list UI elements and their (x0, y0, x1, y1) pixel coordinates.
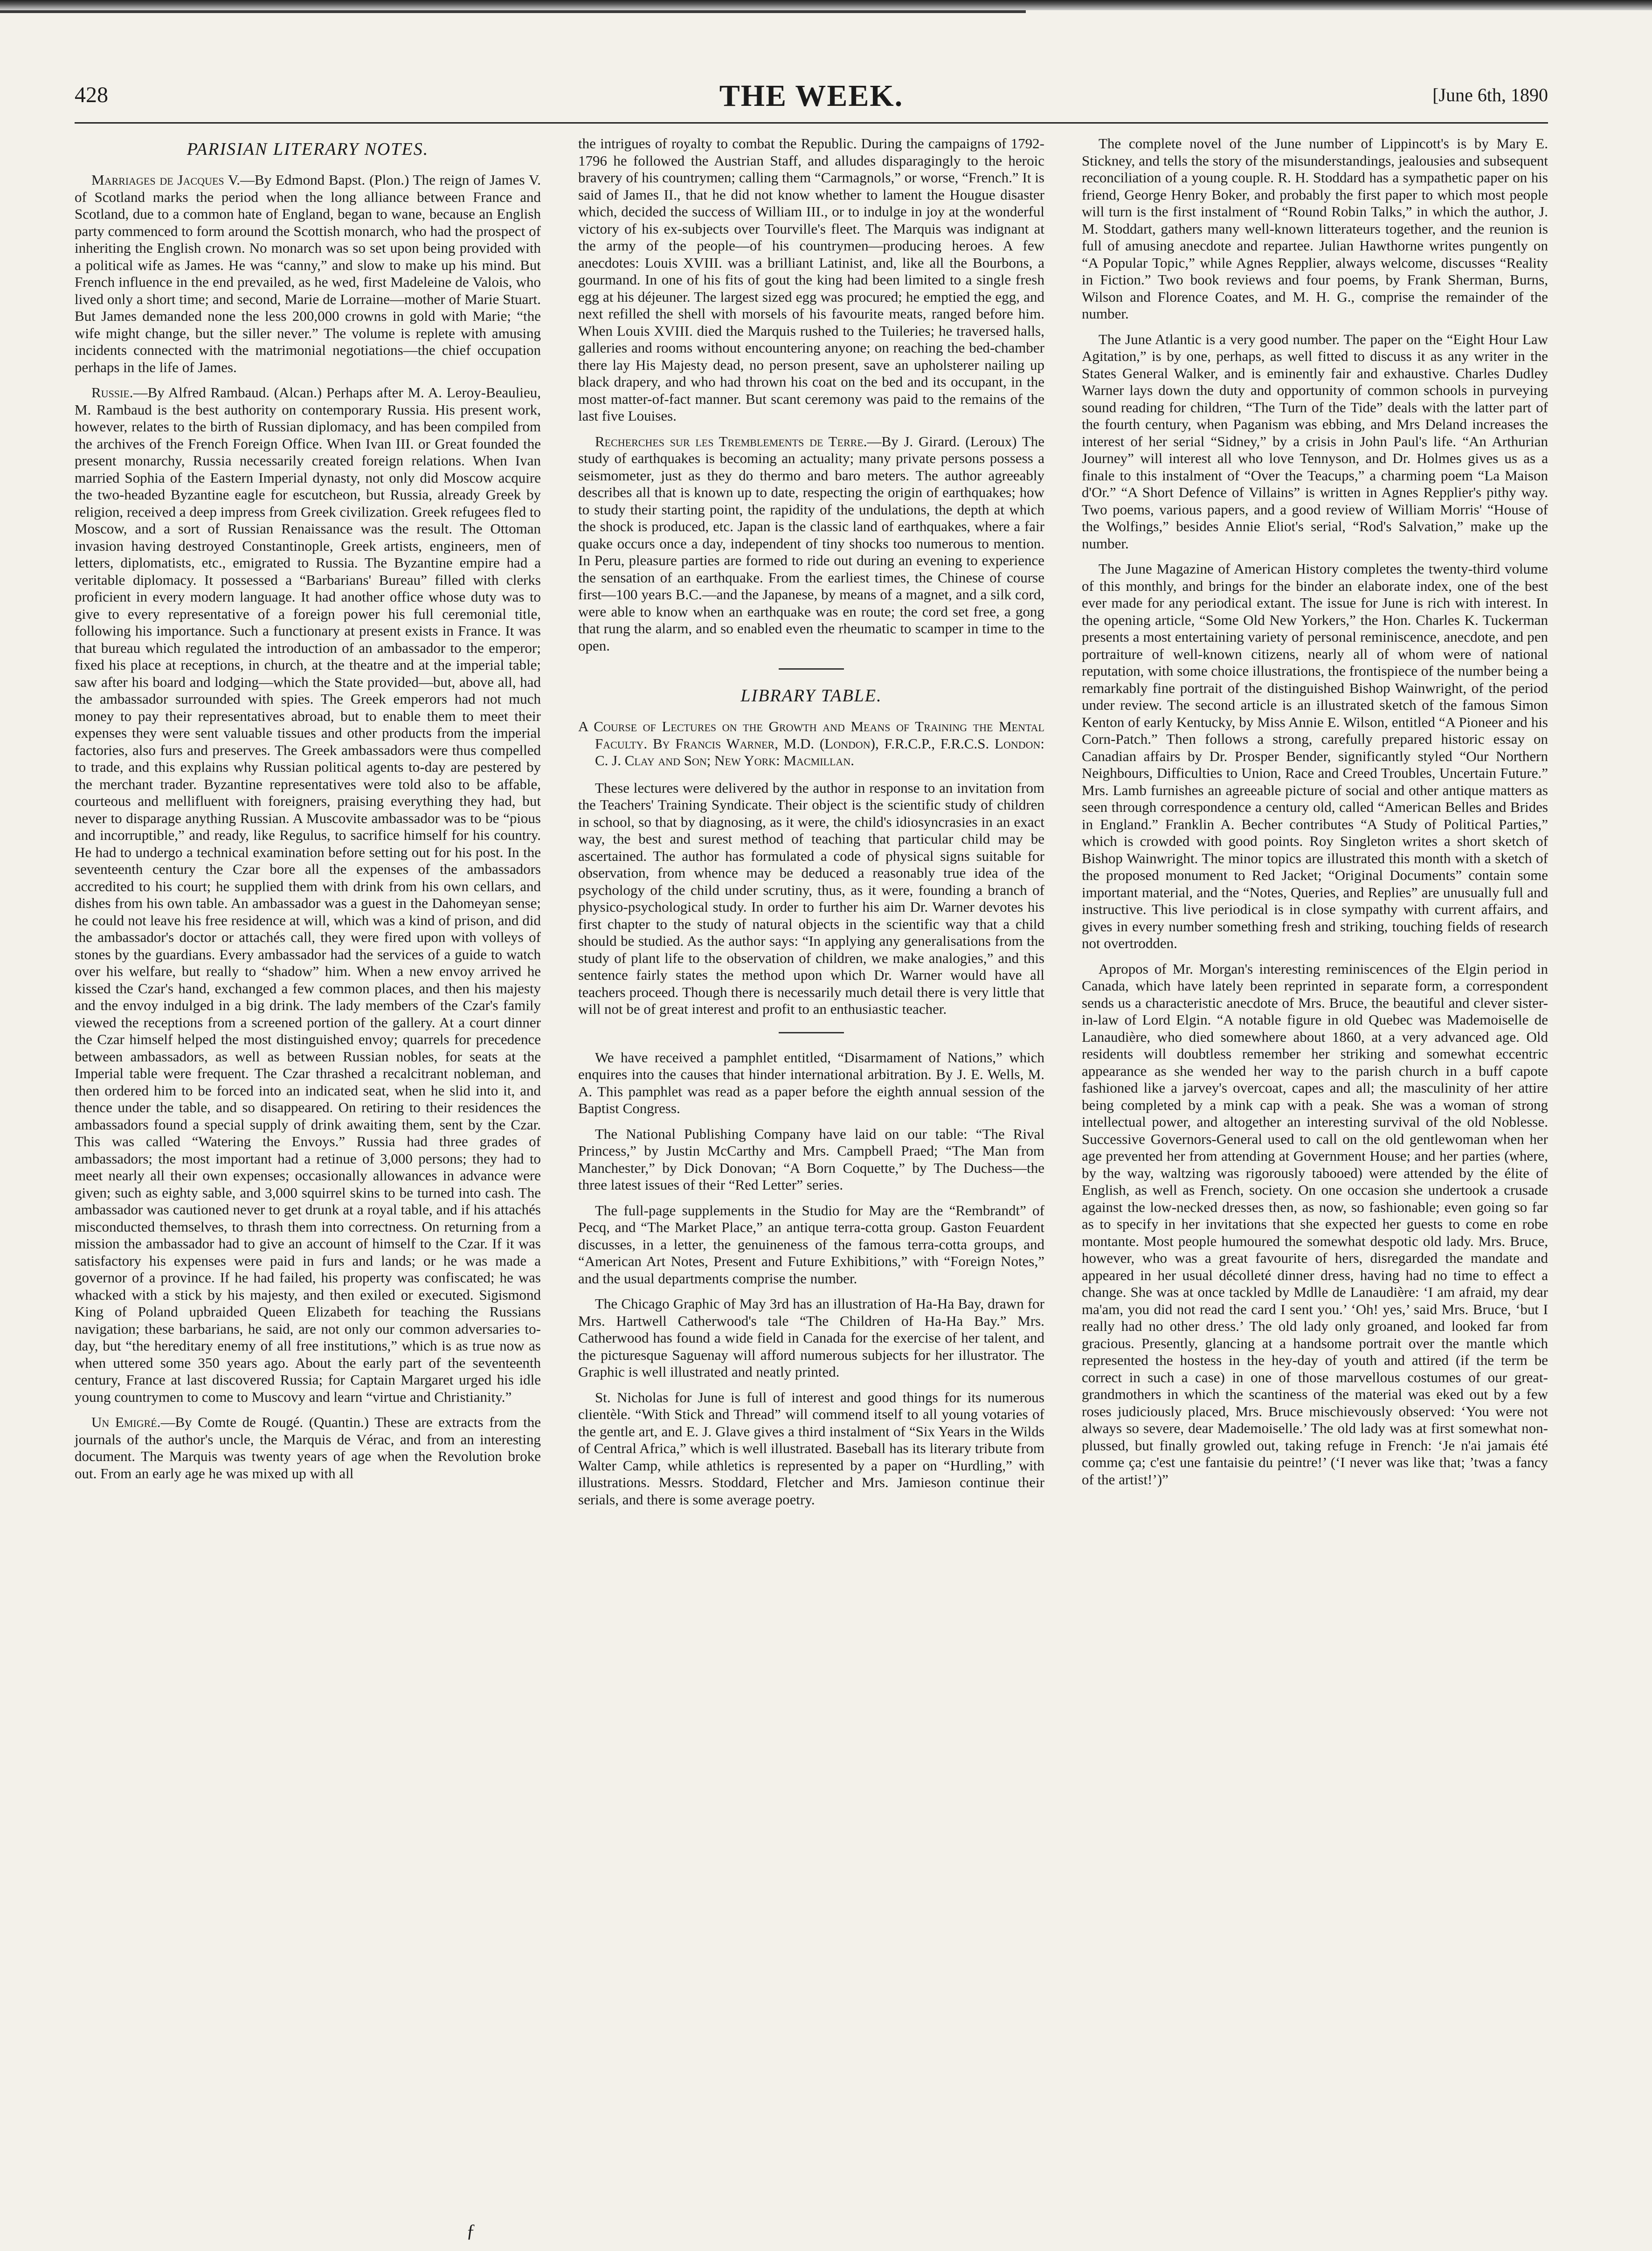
section-title-parisian: PARISIAN LITERARY NOTES. (187, 139, 429, 159)
article-head: Un Emigré. (91, 1414, 161, 1430)
note-apropos-morgan: Apropos of Mr. Morgan's interesting reminiscences of the Elgin period in Canada, which have lately been reprinted in separate form, a correspondent sends us a characteristic anecdote of Mrs. Bruce, the beautiful and clever sister-in-law of Lord Elgin. “A notable figure in old Quebec was Mademoiselle de Lanaudière, who died somewhere about 1860, at a very advanced age. Old residents will doubtless remember her striking and somewhat eccentric appearance as she wended her way to the parish church in a buff capote fashioned like a jarvey's overcoat, capes and all; the masculinity of her attire being completed by a mink cap with a peak. She was a woman of strong intellectual power, and altogether an interesting survival of the old Noblesse. Successive Governors-General used to call on the old gentlewoman when her age prevented her from attending at Government House; and her parties (where, by the way, waltzing was rigorously tabooed) were attended by the élite of English, as well as French, society. On one occasion she undertook a crusade against the low-necked dresses then, as now, so fashionable; even going so far as to specify in her invitations that she expected her guests to come en robe montante. Most people humoured the somewhat despotic old lady. Mrs. Bruce, however, who was a great favourite of hers, disregarded the mandate and appeared in her usual décolleté dinner dress, having had no time to effect a change. She was at once tackled by Mdlle de Lanaudière: ‘I am afraid, my dear ma'am, you did not read the card I sent you.’ ‘Oh! yes,’ said Mrs. Bruce, ‘but I really had no other dress.’ The old lady only groaned, and looked far from gracious. Presently, glancing at a handsome portrait over the mantle which represented the hostess in the hey-day of youth and attired (if the term be correct in such a case) in one of those marvellous costumes of our great-grandmothers in which the scantiness of the material was eked out by a few roses judiciously placed, Mrs. Bruce mischievously observed: ‘You were not always so severe, dear Mademoiselle.’ The old lady was at first somewhat non-plussed, but finally growled out, taking refuge in French: ‘Je n'ai jamais été comme ça; c'est une fantaisie du peintre!’ (‘I never was like that; ’twas a fancy of the artist!’)” (1082, 960, 1548, 1488)
article-recherches (578, 433, 1044, 655)
note-magazine-american-history: The June Magazine of American History completes the twenty-third volume of this monthly, and brings for the binder an elaborate index, one of the best ever made for any periodical extant. The issue for June is rich with interest. In the opening article, “Some Old New Yorkers,” the Hon. Charles K. Tuckerman presents a most entertaining variety of personal reminiscence, anecdote, and pen portraiture of well-known citizens, nearly all of whom were of national reputation, with some choice illustrations, the frontispiece of the number being a remarkably fine portrait of the distinguished Bishop Wainwright, of the period under review. The second article is an illustrated sketch of the famous Simon Kenton of early Kentucky, by Miss Annie E. Wilson, entitled “A Pioneer and his Corn-Patch.” Then follows a strong, carefully prepared historic essay on Canadian affairs by Dr. Prosper Bender, significantly styled “Our Northern Neighbours, Difficulties to Union, Race and Creed Troubles, Uncertain Future.” Mrs. Lamb furnishes an agreeable picture of social and other antique matters as seen through correspondence a century old, called “American Belles and Brides in England.” Franklin A. Becher contributes “A Study of Political Parties,” which is crowded with good points. Roy Singleton writes a short sketch of Bishop Wainwright. The minor topics are illustrated this month with a sketch of the proposed monument to Red Jacket; “Original Documents” contain some important material, and the “Notes, Queries, and Replies” are unusually full and instructive. This live periodical is in close sympathy with current affairs, and gives in every number something fresh and striking, touching fields of research not overtrodden. (1082, 561, 1548, 951)
page-number: 428 (75, 83, 108, 107)
note-lippincotts: The complete novel of the June number of Lippincott's is by Mary E. Stickney, and tells the story of the misunderstandings, jealousies and subsequent reconciliation of a young couple. R. H. Stoddard has a sympathetic paper on his friend, George Henry Boker, and probably the first paper to which most people will turn is the first instalment of “Round Robin Talks,” in which the author, J. M. Stoddart, gathers many well-known litterateurs together, and the reunion is full of amusing anecdote and repartee. Julian Hawthorne writes pungently on “A Popular Topic,” while Agnes Repplier, always welcome, discusses “Reality in Fiction.” Two book reviews and four poems, by Frank Sherman, Burns, Wilson and Florence Coates, and M. H. G., comprise the remainder of the number. (1082, 135, 1548, 322)
article-marriages (75, 172, 541, 376)
section-divider (779, 668, 844, 670)
note-st-nicholas: St. Nicholas for June is full of interest and good things for its numerous clientèle. “With Stick and Thread” will commend itself to all young votaries of the gentle art, and E. J. Glave gives a third instalment of “Six Years in the Wilds of Central Africa,” which is well illustrated. Baseball has its literary tribute from Walter Camp, while athletics is represented by a paper on “Hurdling,” with illustrations. Messrs. Stoddard, Fletcher and Mrs. Jamieson continue their serials, and there is some average poetry. (578, 1389, 1044, 1508)
article-head: Russie. (91, 384, 133, 401)
note-national-publishing: The National Publishing Company have laid on our table: “The Rival Princess,” by Justin McCarthy and Mrs. Campbell Praed; “The Man from Manchester,” by Dick Donovan; “A Born Coquette,” by The Duchess—the three latest issues of their “Red Letter” series. (578, 1125, 1044, 1193)
newspaper-page (75, 65, 1548, 2229)
article-body: —By J. Girard. (Leroux) The study of earthquakes is becoming an actuality; many private persons possess a seismometer, just as they do thermo and baro meters. The author agreeably describes all that is known up to date, respecting the origin of earthquakes; how to study their starting point, the rapidity of the undulations, the depth at which the shock is produced, etc. Japan is the classic land of earthquakes, where a fair quake occurs once a day, independent of tiny shocks too numerous to mention. In Peru, pleasure parties are formed to ride out during an evening to experience the sensation of an earthquake. From the earliest times, the Chinese of course first—100 years B.C.—and the Japanese, by means of a magnet, and a silk cord, were able to know when an earthquake was en route; the cord set free, a gong that rung the alarm, and so enabled even the rheumatic to scamper in time to the open. (578, 433, 1044, 654)
article-head: Recherches sur les Tremblements de Terre. (595, 433, 867, 450)
note-atlantic: The June Atlantic is a very good number. The paper on the “Eight Hour Law Agitation,” is by one, perhaps, as well fitted to discuss it as any writer in the States General Walker, and is eminently fair and exhaustive. Charles Dudley Warner lays down the duty and opportunity of common schools in purveying sound reading for children, “The Turn of the Tide” deals with the latter part of the fourth century, when Paganism was ebbing, and Mrs Deland increases the interest of her serial “Sidney,” by a crisis in John Paul's life. “An Arthurian Journey” will interest all who love Tennyson, and Dr. Holmes gives us as a finale to this instalment of “Over the Teacups,” a charming poem “La Maison d'Or.” “A Short Defence of Villains” is written in Agnes Repplier's pithy way. Two poems, various papers, and a good review of William Morris' “House of the Wolfings,” besides Annie Eliot's serial, “Rod's Salvation,” make up the number. (1082, 331, 1548, 552)
issue-date: [June 6th, 1890 (1432, 84, 1548, 105)
column-1 (75, 135, 541, 1490)
note-disarmament: We have received a pamphlet entitled, “Disarmament of Nations,” which enquires into the causes that hinder international arbitration. By J. E. Wells, M. A. This pamphlet was read as a paper before the eighth annual session of the Baptist Congress. (578, 1049, 1044, 1116)
note-chicago-graphic: The Chicago Graphic of May 3rd has an illustration of Ha-Ha Bay, drawn for Mrs. Hartwell Catherwood's tale “The Children of Ha-Ha Bay.” Mrs. Catherwood has found a wide field in Canada for the exercise of her talent, and the picturesque Saguenay will afford numerous subjects for her illustrator. The Graphic is well illustrated and neatly printed. (578, 1295, 1044, 1380)
article-emigre (75, 1414, 541, 1482)
section-divider (779, 1032, 844, 1033)
review-warner: These lectures were delivered by the author in response to an invitation from the Teachers' Training Syndicate. Their object is the scientific study of children in school, so that by diagnosing, as it were, the child's idiosyncrasies in an exact way, the best and surest method of teaching that particular child may be ascertained. The author has formulated a code of physical signs suitable for observation, from whence may be deduced a reasonably true idea of the psychology of the child under scrutiny, thus, as it were, founding a branch of physico-psychological study. In order to further his aim Dr. Warner devotes his first chapter to the study of natural objects in the scientific way that a child should be studied. As the author says: “In applying any generalisations from the study of plant life to the observation of children, we make analogies,” and this sentence fairly states the method upon which Dr. Warner would have all teachers proceed. Though there is necessarily much detail there is very little that will not be of great interest and profit to an enthusiastic teacher. (578, 779, 1044, 1017)
publication-title: THE WEEK. (719, 79, 904, 113)
column-2 (578, 135, 1044, 1517)
article-russie (75, 384, 541, 1406)
article-body: —By Comte de Rougé. (Quantin.) These are extracts from the journals of the author's uncle, the Marquis de Vérac, and from an interesting document. The Marquis was twenty years of age when the Revolution broke out. From an early age he was mixed up with all (75, 1414, 541, 1482)
article-head: Marriages de Jacques V. (91, 172, 241, 188)
article-emigre-continued: the intrigues of royalty to combat the Republic. During the campaigns of 1792-1796 he followed the Austrian Staff, and alludes disparagingly to the heroic bravery of his countrymen; calling them “Carmagnols,” or worse, “French.” It is said of James II., that he did not know whether to lament the Hougue disaster which, decided the success of William III., or to indulge in joy at the wonderful victory of his ex-subjects over Tourville's fleet. The Marquis was indignant at the army of the people—of his countrymen—producing heroes. A few anecdotes: Louis XVIII. was a brilliant Latinist, and, like all the Bourbons, a gourmand. In one of his fits of gout the king had been limited to a single fresh egg at his déjeuner. The largest sized egg was procured; he emptied the egg, and next refilled the shell with morsels of his favourite meats, ranged before him. When Louis XVIII. died the Marquis rushed to the Tuileries; he traversed halls, galleries and rooms without encountering anyone; on reaching the bed-chamber there lay His Majesty dead, no person present, save an upholsterer nailing up black drapery, and who had thrown his coat on the bed and its occupant, in the most matter-of-fact manner. But scant ceremony was paid to the remains of the last five Louises. (578, 135, 1044, 424)
page-header (75, 78, 1548, 120)
section-title-library: LIBRARY TABLE. (740, 686, 882, 706)
scan-artifact-band (0, 10, 1026, 13)
column-3 (1082, 135, 1548, 1496)
book-citation: A Course of Lectures on the Growth and Means of Training the Mental Faculty. By Francis Warner, M.D. (London), F.R.C.P., F.R.C.S. London: C. J. Clay and Son; New York: Macmillan. (578, 718, 1044, 769)
page-mark: ƒ (466, 2220, 476, 2241)
header-rule (75, 122, 1548, 124)
article-body: —By Edmond Bapst. (Plon.) The reign of James V. of Scotland marks the period when the long alliance between France and Scotland, due to a common hate of England, began to wane, because an English party commenced to form around the Scottish monarch, who had the prospect of inheriting the English crown. No monarch was so set upon being provided with a political wife as James. He was “canny,” and slow to make up his mind. But French influence in the end prevailed, as he wed, first Madeleine de Valois, who lived only a short time; and second, Marie de Lorraine—mother of Marie Stuart. But James demanded none the less 200,000 crowns in gold with Marie; “the wife might change, but the siller never.” The volume is replete with amusing incidents connected with the matrimonial negotiations—the chief occupation perhaps in the life of James. (75, 172, 541, 375)
scan-artifact-top (0, 0, 1652, 10)
article-body: —By Alfred Rambaud. (Alcan.) Perhaps after M. A. Leroy-Beaulieu, M. Rambaud is the best authority on contemporary Russia. His present work, however, relates to the birth of Russian diplomacy, and has been compiled from the archives of the French Foreign Office. When Ivan III. or Great founded the present monarchy, Russia necessarily created foreign relations. When Ivan married Sophia of the Eastern Imperial dynasty, not only did Moscow acquire the two-headed Byzantine eagle for escutcheon, but Russia, already Greek by religion, received a deep impress from Greek civilization. Greek refugees fled to Moscow, and a sort of Russian Renaissance was the result. The Ottoman invasion having destroyed Constantinople, Greek artists, engineers, men of letters, diplomatists, etc., emigrated to Russia. The Byzantine empire had a veritable diplomacy. It possessed a “Barbarians' Bureau” filled with clerks proficient in every modern language. It had another office whose duty was to give to every representative of a foreign power his full ceremonial title, following his importance. Such a functionary at present exists in France. It was that bureau which regulated the introduction of an ambassador to the emperor; fixed his place at receptions, in church, at the theatre and at the imperial table; saw after his board and lodging—which the State provided—but, above all, had the ambassador surrounded with spies. The Greek emperors had not much money to pay their representatives abroad, but to enable them to meet their expenses they were sent valuable tissues and other products from the imperial factories, also furs and preserves. The Greek ambassadors were thus compelled to trade, and this explains why Russian political agents to-day are pestered by the merchant trader. Byzantine representatives were told also to be affable, courteous and mellifluent with foreigners, praising everything they had, but never to disparage anything Russian. A Muscovite ambassador was to be “pious and incorruptible,” and ready, like Regulus, to sacrifice himself for his country. He had to undergo a technical examination before setting out for his post. In the seventeenth century the Czar bore all the expenses of the ambassadors accredited to his court; he supplied them with drink from his own cellars, and dishes from his own table. An ambassador was a guest in the Dahomeyan sense; he could not leave his free residence at will, which was a kind of prison, and did the ambassador's doctor or attachés call, they were fired upon with volleys of stones by the guardians. Every ambassador had the services of a guide to watch over his welfare, but really to “shadow” him. When a new envoy arrived he kissed the Czar's hand, exchanged a few common places, and then his majesty and the envoy indulged in a big drink. The lady members of the Czar's family viewed the receptions from a screened portion of the gallery. At a court dinner the Czar himself helped the most distinguished envoy; quarrels for precedence between ambassadors, as well as between Russian nobles, for seats at the Imperial table were frequent. The Czar thrashed a recalcitrant nobleman, and then ordered him to be forced into an indicated seat, when he slid into it, and thence under the table, and so disappeared. On retiring to their residences the ambassadors found a special supply of drink awaiting them, sent by the Czar. This was called “Watering the Envoys.” Russia had three grades of ambassadors; the most important had a retinue of 3,000 persons; they had to meet nearly all their own expenses; occasionally allowances in advance were given; such as eighty sable, and 3,000 squirrel skins to be turned into cash. The ambassador was cautioned never to get drunk at a royal table, and if his attachés misconducted themselves, to thrash them into correctness. On returning from a mission the ambassador had to give an account of himself to the Czar. If it was satisfactory his expenses were paid in furs and lands; or he was made a governor of a province. If he had failed, his property was confiscated; he was whacked with a stick by his majesty, and then exiled or executed. Sigismond King of Poland upbraided Queen Elizabeth for teaching the Russians navigation; these barbarians, he said, are not only our common adversaries to-day, but “the hereditary enemy of all free institutions,” which is as true now as when uttered some 350 years ago. About the early part of the seventeenth century, France at last discovered Russia; for Captain Margaret urged his idle young countrymen to come to Muscovy and learn “virtue and Christianity.” (75, 384, 541, 1405)
note-studio: The full-page supplements in the Studio for May are the “Rembrandt” of Pecq, and “The Market Place,” an antique terra-cotta group. Gaston Feuardent discusses, in a letter, the genuineness of the famous terra-cotta groups, and “American Art Notes, Present and Future Exhibitions,” with “Foreign Notes,” and the usual departments comprise the number. (578, 1202, 1044, 1287)
